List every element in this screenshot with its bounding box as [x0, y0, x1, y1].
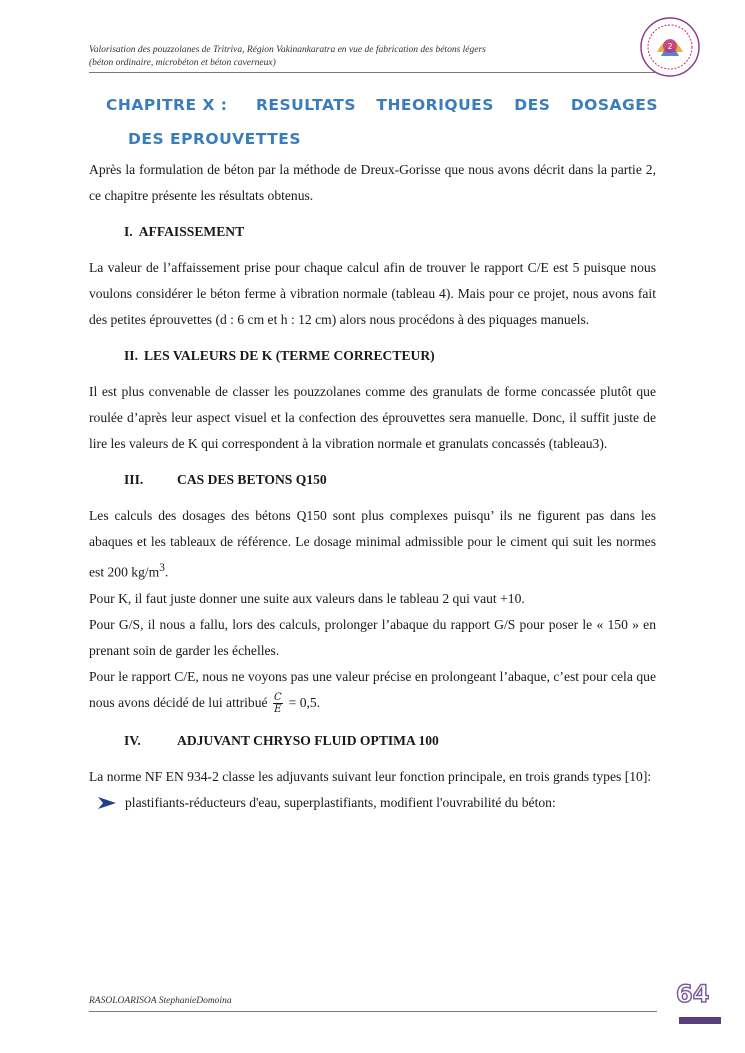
list-item [97, 790, 656, 816]
chapter-title-line-2: DES EPROUVETTES [128, 130, 301, 148]
chapter-title-word: DOSAGES [570, 96, 658, 114]
section-number: I. [124, 224, 133, 239]
page-body [89, 157, 656, 816]
adjuvant-paragraph: La norme NF EN 934-2 classe les adjuvants suivant leur fonction principale, en trois grands types [10]: [89, 768, 652, 784]
footer-author: RASOLOARISOA StephanieDomoina [89, 996, 232, 1006]
header-line-1: Valorisation des pouzzolanes de Tritriva, Région Vakinankaratra en vue de fabrication des bétons légers [89, 45, 486, 55]
section-title: CAS DES BETONS Q150 [177, 472, 327, 487]
section-title: LES VALEURS DE K (TERME CORRECTEUR) [143, 348, 435, 363]
header-line-2: (béton ordinaire, microbéton et béton caverneux) [89, 58, 276, 68]
section-heading-valeurs-k [89, 343, 656, 369]
section-number: III. [124, 472, 144, 487]
q150-text: Pour le rapport C/E, nous ne voyons pas une valeur précise en prolongeant l’abaque, c’est pour cela que nous avons décidé de lui attribué [89, 668, 656, 710]
section-title: ADJUVANT CHRYSO FLUID OPTIMA 100 [177, 732, 439, 748]
intro-paragraph: Après la formulation de béton par la méthode de Dreux-Gorisse que nous avons décrit dans la partie 2, ce chapitre présente les résultats obtenus. [89, 162, 656, 203]
section-number: II. [124, 348, 138, 363]
header-divider [89, 72, 657, 73]
arrow-bullet-icon [97, 796, 117, 810]
section-number: IV. [124, 732, 141, 748]
page-number: 64 [676, 980, 710, 1008]
superscript: 3 [159, 562, 165, 574]
q150-text: Les calculs des dosages des bétons Q150 sont plus complexes puisqu’ ils ne figurent pas dans les abaques et les tableaux de référence. Le dosage minimal admissible pour le ciment qui suit les normes est 200 kg/m [89, 508, 656, 580]
page-number-bar [679, 1017, 721, 1024]
valeurs-k-paragraph: Il est plus convenable de classer les pouzzolanes comme des granulats de forme concassée plutôt que roulée d’après leur aspect visuel et la confection des éprouvettes sera manuelle. Donc, il suffit juste de lire les valeurs de K qui correspondent à la vibration normale et granulats concassés (tableau3). [89, 384, 656, 451]
university-seal-icon [639, 16, 701, 78]
section-heading-q150 [89, 467, 656, 493]
fraction-denominator: E [274, 703, 282, 715]
q150-paragraph-1 [89, 503, 656, 586]
running-header [89, 44, 609, 70]
q150-paragraph-3: Pour G/S, il nous a fallu, lors des calculs, prolonger l’abaque du rapport G/S pour poser le « 150 » en prenant soin de garder les échelles. [89, 616, 656, 658]
section-heading-affaissement [89, 219, 656, 245]
chapter-label: CHAPITRE X : [106, 96, 228, 114]
q150-text-end: . [164, 564, 169, 580]
q150-paragraph-2: Pour K, il faut juste donner une suite aux valeurs dans le tableau 2 qui vaut +10. [89, 590, 525, 606]
ce-fraction [273, 692, 283, 715]
chapter-heading [106, 88, 658, 156]
q150-text-end: = 0,5. [288, 694, 321, 710]
chapter-title-word: DES [514, 96, 551, 114]
footer-divider [89, 1011, 657, 1012]
list-item-text: plastifiants-réducteurs d'eau, superplastifiants, modifient l'ouvrabilité du béton: [125, 794, 556, 810]
section-title: AFFAISSEMENT [138, 224, 245, 239]
fraction-numerator: C [273, 691, 282, 703]
chapter-title-word: THEORIQUES [376, 96, 494, 114]
svg-text:2: 2 [667, 42, 673, 51]
chapter-title-word: RESULTATS [256, 96, 356, 114]
section-heading-adjuvant [89, 728, 656, 754]
affaissement-paragraph: La valeur de l’affaissement prise pour chaque calcul afin de trouver le rapport C/E est 5 puisque nous voulons considérer le béton ferme à vibration normale (tableau 4). Mais pour ce projet, nous avons fait des petites éprouvettes (d : 6 cm et h : 12 cm) alors nous procédons à des piquages manuels. [89, 260, 656, 327]
q150-paragraph-4 [89, 664, 656, 716]
